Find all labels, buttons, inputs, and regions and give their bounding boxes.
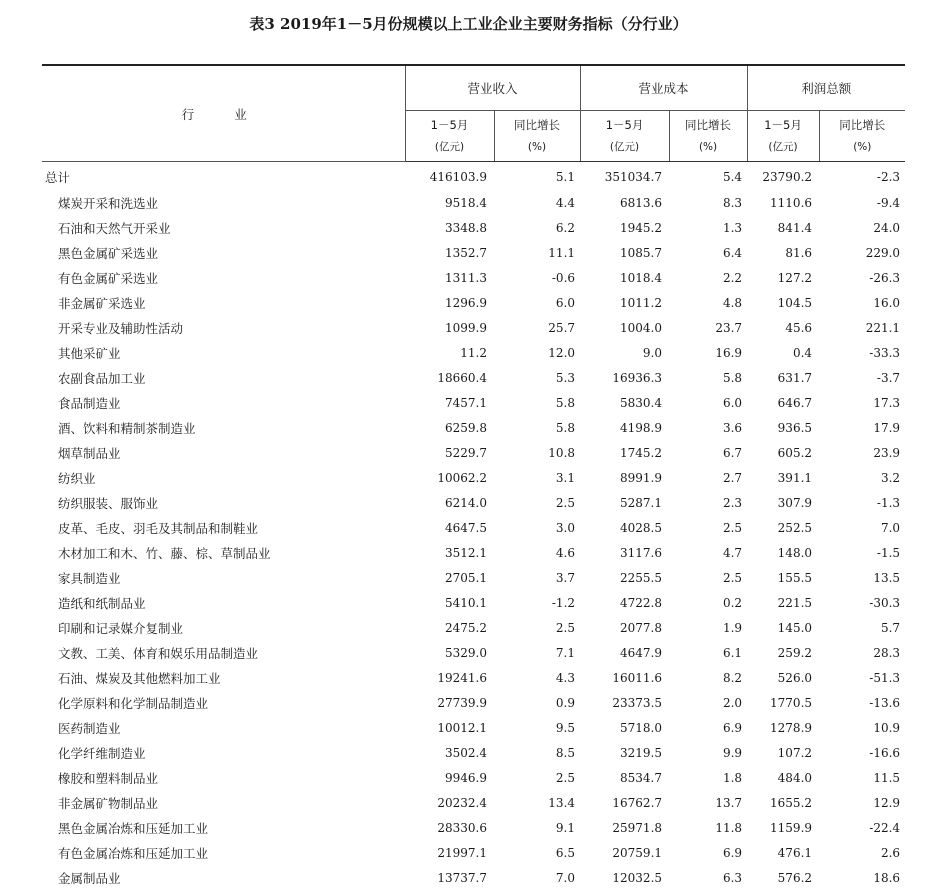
- table-row: [42, 665, 905, 690]
- revenue-cell: 1311.3: [405, 265, 494, 290]
- cost-cell: 8534.7: [580, 765, 669, 790]
- industry-name-cell: 开采专业及辅助性活动: [42, 315, 405, 340]
- cost-growth-cell: 13.7: [669, 790, 747, 815]
- profit-growth-cell: 17.9: [819, 415, 905, 440]
- revenue-cell: 1099.9: [405, 315, 494, 340]
- profit-growth-cell: -51.3: [819, 665, 905, 690]
- table-row: [42, 790, 905, 815]
- cost-cell: 1085.7: [580, 240, 669, 265]
- table-body: [42, 162, 905, 890]
- industry-column-header: 行 业: [42, 65, 405, 162]
- industry-name-cell: 印刷和记录媒介复制业: [42, 615, 405, 640]
- profit-cell: 104.5: [747, 290, 819, 315]
- revenue-growth-cell: 8.5: [494, 740, 580, 765]
- cost-growth-cell: 2.2: [669, 265, 747, 290]
- revenue-cell: 6214.0: [405, 490, 494, 515]
- profit-cell: 841.4: [747, 215, 819, 240]
- profit-cell: 484.0: [747, 765, 819, 790]
- cost-growth-cell: 2.0: [669, 690, 747, 715]
- revenue-cell: 3348.8: [405, 215, 494, 240]
- profit-cell: 391.1: [747, 465, 819, 490]
- industry-name-cell: 纺织业: [42, 465, 405, 490]
- profit-cell: 605.2: [747, 440, 819, 465]
- profit-growth-cell: 13.5: [819, 565, 905, 590]
- cost-cell: 1018.4: [580, 265, 669, 290]
- cost-growth-cell: 6.9: [669, 840, 747, 865]
- cost-growth-cell: 5.4: [669, 162, 747, 191]
- revenue-cell: 5410.1: [405, 590, 494, 615]
- profit-growth-cell: 17.3: [819, 390, 905, 415]
- revenue-growth-cell: 12.0: [494, 340, 580, 365]
- table-row: [42, 490, 905, 515]
- industry-name-cell: 石油、煤炭及其他燃料加工业: [42, 665, 405, 690]
- cost-cell: 1745.2: [580, 440, 669, 465]
- profit-cell: 307.9: [747, 490, 819, 515]
- revenue-growth-cell: 9.5: [494, 715, 580, 740]
- industry-name-cell: 有色金属冶炼和压延加工业: [42, 840, 405, 865]
- profit-growth-header: [819, 111, 905, 162]
- cost-cell: 12032.5: [580, 865, 669, 890]
- revenue-cell: 19241.6: [405, 665, 494, 690]
- profit-growth-cell: 18.6: [819, 865, 905, 890]
- profit-cell: 646.7: [747, 390, 819, 415]
- revenue-cell: 3512.1: [405, 540, 494, 565]
- profit-cell: 127.2: [747, 265, 819, 290]
- table-row: [42, 615, 905, 640]
- unit-label: (亿元): [581, 139, 669, 155]
- industry-name-cell: 煤炭开采和洗选业: [42, 190, 405, 215]
- cost-cell: 5830.4: [580, 390, 669, 415]
- cost-growth-cell: 6.7: [669, 440, 747, 465]
- industry-name-cell: 黑色金属冶炼和压延加工业: [42, 815, 405, 840]
- revenue-growth-cell: 6.5: [494, 840, 580, 865]
- revenue-growth-cell: 4.3: [494, 665, 580, 690]
- revenue-cell: 13737.7: [405, 865, 494, 890]
- unit-label: (亿元): [748, 139, 819, 155]
- percent-unit-label: (%): [670, 139, 747, 155]
- profit-cell: 81.6: [747, 240, 819, 265]
- revenue-growth-cell: 5.8: [494, 415, 580, 440]
- cost-growth-cell: 3.6: [669, 415, 747, 440]
- total-row: [42, 162, 905, 191]
- cost-cell: 16762.7: [580, 790, 669, 815]
- table-row: [42, 415, 905, 440]
- cost-cell: 6813.6: [580, 190, 669, 215]
- cost-cell: 4028.5: [580, 515, 669, 540]
- profit-growth-cell: 11.5: [819, 765, 905, 790]
- cost-cell: 1004.0: [580, 315, 669, 340]
- revenue-growth-cell: 3.7: [494, 565, 580, 590]
- table-row: [42, 190, 905, 215]
- period-label: 1－5月: [748, 117, 819, 133]
- profit-group-header: 利润总额: [747, 65, 905, 111]
- profit-cell: 252.5: [747, 515, 819, 540]
- industry-name-cell: 非金属矿采选业: [42, 290, 405, 315]
- cost-cell: 8991.9: [580, 465, 669, 490]
- profit-cell: 1655.2: [747, 790, 819, 815]
- profit-growth-cell: -16.6: [819, 740, 905, 765]
- table-row: [42, 590, 905, 615]
- cost-growth-cell: 2.3: [669, 490, 747, 515]
- profit-growth-cell: 2.6: [819, 840, 905, 865]
- profit-growth-cell: 28.3: [819, 640, 905, 665]
- revenue-cell: 27739.9: [405, 690, 494, 715]
- percent-unit-label: (%): [495, 139, 580, 155]
- table-row: [42, 440, 905, 465]
- revenue-growth-cell: 13.4: [494, 790, 580, 815]
- cost-growth-cell: 23.7: [669, 315, 747, 340]
- cost-growth-cell: 6.4: [669, 240, 747, 265]
- revenue-cell: 5329.0: [405, 640, 494, 665]
- cost-cell: 9.0: [580, 340, 669, 365]
- industry-name-cell: 金属制品业: [42, 865, 405, 890]
- profit-cell: 936.5: [747, 415, 819, 440]
- table-row: [42, 265, 905, 290]
- revenue-cell: 416103.9: [405, 162, 494, 191]
- cost-growth-cell: 8.2: [669, 665, 747, 690]
- revenue-growth-cell: 2.5: [494, 765, 580, 790]
- industry-name-cell: 家具制造业: [42, 565, 405, 590]
- industry-name-cell: 酒、饮料和精制茶制造业: [42, 415, 405, 440]
- table-row: [42, 640, 905, 665]
- cost-cell: 2077.8: [580, 615, 669, 640]
- cost-growth-cell: 1.3: [669, 215, 747, 240]
- profit-cell: 148.0: [747, 540, 819, 565]
- table-row: [42, 540, 905, 565]
- cost-growth-cell: 4.8: [669, 290, 747, 315]
- revenue-cell: 2705.1: [405, 565, 494, 590]
- industry-name-cell: 有色金属矿采选业: [42, 265, 405, 290]
- profit-cell: 259.2: [747, 640, 819, 665]
- revenue-period-header: [405, 111, 494, 162]
- revenue-cell: 1352.7: [405, 240, 494, 265]
- profit-cell: 526.0: [747, 665, 819, 690]
- profit-cell: 1110.6: [747, 190, 819, 215]
- cost-growth-cell: 5.8: [669, 365, 747, 390]
- revenue-cell: 9518.4: [405, 190, 494, 215]
- revenue-cell: 9946.9: [405, 765, 494, 790]
- cost-growth-header: [669, 111, 747, 162]
- profit-cell: 631.7: [747, 365, 819, 390]
- revenue-cell: 11.2: [405, 340, 494, 365]
- revenue-cell: 7457.1: [405, 390, 494, 415]
- profit-growth-cell: -2.3: [819, 162, 905, 191]
- industry-name-cell: 石油和天然气开采业: [42, 215, 405, 240]
- revenue-cell: 28330.6: [405, 815, 494, 840]
- period-label: 1－5月: [406, 117, 494, 133]
- revenue-cell: 10012.1: [405, 715, 494, 740]
- profit-growth-cell: 7.0: [819, 515, 905, 540]
- table-row: [42, 815, 905, 840]
- table-row: [42, 765, 905, 790]
- profit-growth-cell: 3.2: [819, 465, 905, 490]
- revenue-growth-cell: 3.0: [494, 515, 580, 540]
- cost-growth-cell: 1.9: [669, 615, 747, 640]
- profit-growth-cell: 229.0: [819, 240, 905, 265]
- industry-name-cell: 造纸和纸制品业: [42, 590, 405, 615]
- cost-cell: 4198.9: [580, 415, 669, 440]
- unit-label: (亿元): [406, 139, 494, 155]
- profit-growth-cell: 5.7: [819, 615, 905, 640]
- table-row: [42, 315, 905, 340]
- profit-growth-cell: -33.3: [819, 340, 905, 365]
- table-row: [42, 740, 905, 765]
- profit-growth-cell: -22.4: [819, 815, 905, 840]
- industry-name-cell: 纺织服装、服饰业: [42, 490, 405, 515]
- revenue-cell: 4647.5: [405, 515, 494, 540]
- table-header: [42, 65, 905, 162]
- industry-name-cell: 总计: [42, 162, 405, 191]
- revenue-growth-cell: 4.6: [494, 540, 580, 565]
- revenue-cell: 2475.2: [405, 615, 494, 640]
- percent-unit-label: (%): [820, 139, 906, 155]
- profit-cell: 1770.5: [747, 690, 819, 715]
- industry-name-cell: 其他采矿业: [42, 340, 405, 365]
- revenue-cell: 5229.7: [405, 440, 494, 465]
- table-row: [42, 515, 905, 540]
- table-row: [42, 565, 905, 590]
- revenue-growth-cell: 5.3: [494, 365, 580, 390]
- revenue-growth-cell: 7.0: [494, 865, 580, 890]
- cost-growth-cell: 9.9: [669, 740, 747, 765]
- profit-cell: 23790.2: [747, 162, 819, 191]
- profit-cell: 221.5: [747, 590, 819, 615]
- financial-indicators-table: [42, 64, 905, 890]
- table-row: [42, 340, 905, 365]
- revenue-cell: 6259.8: [405, 415, 494, 440]
- profit-cell: 0.4: [747, 340, 819, 365]
- cost-growth-cell: 8.3: [669, 190, 747, 215]
- profit-cell: 155.5: [747, 565, 819, 590]
- cost-growth-cell: 6.1: [669, 640, 747, 665]
- page-title: 表3 2019年1－5月份规模以上工业企业主要财务指标（分行业）: [0, 13, 937, 34]
- cost-cell: 3219.5: [580, 740, 669, 765]
- profit-growth-cell: 10.9: [819, 715, 905, 740]
- cost-cell: 23373.5: [580, 690, 669, 715]
- cost-growth-cell: 2.7: [669, 465, 747, 490]
- table-row: [42, 715, 905, 740]
- table-row: [42, 365, 905, 390]
- cost-cell: 2255.5: [580, 565, 669, 590]
- revenue-growth-cell: 0.9: [494, 690, 580, 715]
- growth-label: 同比增长: [495, 117, 580, 133]
- revenue-cell: 18660.4: [405, 365, 494, 390]
- table-row: [42, 865, 905, 890]
- revenue-growth-header: [494, 111, 580, 162]
- revenue-cell: 3502.4: [405, 740, 494, 765]
- cost-cell: 25971.8: [580, 815, 669, 840]
- profit-growth-cell: 24.0: [819, 215, 905, 240]
- profit-growth-cell: -9.4: [819, 190, 905, 215]
- industry-name-cell: 皮革、毛皮、羽毛及其制品和制鞋业: [42, 515, 405, 540]
- revenue-growth-cell: 2.5: [494, 490, 580, 515]
- industry-name-cell: 化学原料和化学制品制造业: [42, 690, 405, 715]
- table-row: [42, 290, 905, 315]
- cost-period-header: [580, 111, 669, 162]
- profit-growth-cell: -13.6: [819, 690, 905, 715]
- cost-growth-cell: 4.7: [669, 540, 747, 565]
- cost-growth-cell: 2.5: [669, 565, 747, 590]
- revenue-growth-cell: 6.2: [494, 215, 580, 240]
- revenue-growth-cell: -0.6: [494, 265, 580, 290]
- industry-name-cell: 橡胶和塑料制品业: [42, 765, 405, 790]
- cost-cell: 1011.2: [580, 290, 669, 315]
- cost-growth-cell: 6.0: [669, 390, 747, 415]
- industry-name-cell: 木材加工和木、竹、藤、棕、草制品业: [42, 540, 405, 565]
- revenue-growth-cell: 6.0: [494, 290, 580, 315]
- profit-cell: 1278.9: [747, 715, 819, 740]
- profit-cell: 45.6: [747, 315, 819, 340]
- industry-name-cell: 医药制造业: [42, 715, 405, 740]
- revenue-growth-cell: 11.1: [494, 240, 580, 265]
- revenue-growth-cell: 3.1: [494, 465, 580, 490]
- revenue-cell: 20232.4: [405, 790, 494, 815]
- cost-growth-cell: 6.3: [669, 865, 747, 890]
- profit-cell: 107.2: [747, 740, 819, 765]
- profit-period-header: [747, 111, 819, 162]
- table-row: [42, 465, 905, 490]
- cost-cell: 20759.1: [580, 840, 669, 865]
- growth-label: 同比增长: [670, 117, 747, 133]
- cost-group-header: 营业成本: [580, 65, 747, 111]
- industry-name-cell: 非金属矿物制品业: [42, 790, 405, 815]
- cost-growth-cell: 6.9: [669, 715, 747, 740]
- revenue-growth-cell: 4.4: [494, 190, 580, 215]
- cost-growth-cell: 11.8: [669, 815, 747, 840]
- profit-cell: 1159.9: [747, 815, 819, 840]
- industry-name-cell: 烟草制品业: [42, 440, 405, 465]
- revenue-growth-cell: 2.5: [494, 615, 580, 640]
- profit-growth-cell: 16.0: [819, 290, 905, 315]
- cost-cell: 4647.9: [580, 640, 669, 665]
- profit-cell: 576.2: [747, 865, 819, 890]
- table-row: [42, 690, 905, 715]
- industry-name-cell: 文教、工美、体育和娱乐用品制造业: [42, 640, 405, 665]
- table-row: [42, 215, 905, 240]
- revenue-growth-cell: 25.7: [494, 315, 580, 340]
- industry-name-cell: 食品制造业: [42, 390, 405, 415]
- cost-cell: 3117.6: [580, 540, 669, 565]
- revenue-group-header: 营业收入: [405, 65, 580, 111]
- profit-growth-cell: -1.3: [819, 490, 905, 515]
- profit-growth-cell: -3.7: [819, 365, 905, 390]
- revenue-growth-cell: 10.8: [494, 440, 580, 465]
- profit-growth-cell: 221.1: [819, 315, 905, 340]
- revenue-growth-cell: -1.2: [494, 590, 580, 615]
- cost-growth-cell: 2.5: [669, 515, 747, 540]
- cost-growth-cell: 0.2: [669, 590, 747, 615]
- revenue-growth-cell: 7.1: [494, 640, 580, 665]
- table-row: [42, 840, 905, 865]
- table-row: [42, 240, 905, 265]
- period-label: 1－5月: [581, 117, 669, 133]
- profit-cell: 476.1: [747, 840, 819, 865]
- profit-growth-cell: -1.5: [819, 540, 905, 565]
- revenue-growth-cell: 9.1: [494, 815, 580, 840]
- revenue-cell: 21997.1: [405, 840, 494, 865]
- cost-cell: 16936.3: [580, 365, 669, 390]
- table-row: [42, 390, 905, 415]
- cost-cell: 5287.1: [580, 490, 669, 515]
- profit-growth-cell: -26.3: [819, 265, 905, 290]
- industry-name-cell: 农副食品加工业: [42, 365, 405, 390]
- cost-cell: 4722.8: [580, 590, 669, 615]
- cost-cell: 16011.6: [580, 665, 669, 690]
- revenue-cell: 1296.9: [405, 290, 494, 315]
- growth-label: 同比增长: [820, 117, 906, 133]
- cost-cell: 351034.7: [580, 162, 669, 191]
- industry-name-cell: 化学纤维制造业: [42, 740, 405, 765]
- revenue-growth-cell: 5.1: [494, 162, 580, 191]
- cost-growth-cell: 16.9: [669, 340, 747, 365]
- industry-name-cell: 黑色金属矿采选业: [42, 240, 405, 265]
- revenue-growth-cell: 5.8: [494, 390, 580, 415]
- profit-growth-cell: -30.3: [819, 590, 905, 615]
- revenue-cell: 10062.2: [405, 465, 494, 490]
- profit-growth-cell: 12.9: [819, 790, 905, 815]
- profit-growth-cell: 23.9: [819, 440, 905, 465]
- profit-cell: 145.0: [747, 615, 819, 640]
- cost-cell: 5718.0: [580, 715, 669, 740]
- cost-growth-cell: 1.8: [669, 765, 747, 790]
- cost-cell: 1945.2: [580, 215, 669, 240]
